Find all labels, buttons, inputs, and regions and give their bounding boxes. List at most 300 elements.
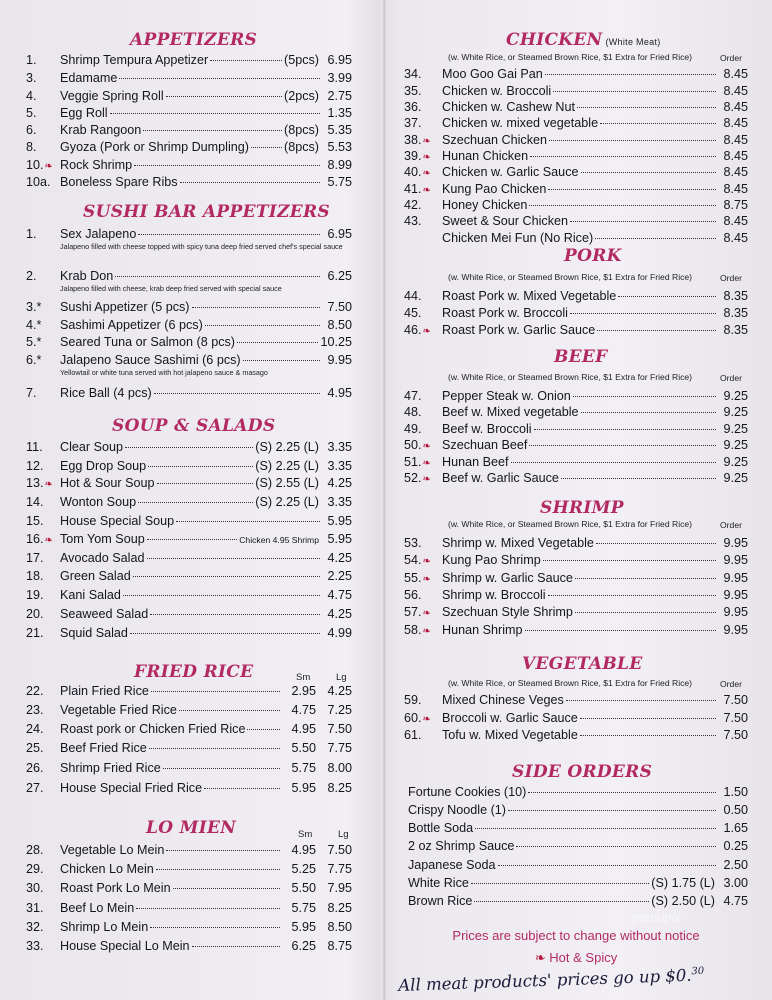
- item-name: Brown Rice: [408, 894, 473, 908]
- menu-item-row: [404, 454, 748, 471]
- item-name: Jalapeno Sauce Sashimi (6 pcs): [60, 353, 241, 367]
- lo-mien-title: [146, 818, 236, 838]
- item-name: Chicken w. Broccoli: [442, 84, 552, 98]
- item-number: [404, 66, 442, 83]
- item-name: Vegetable Fried Rice: [60, 703, 177, 717]
- menu-item-row: [26, 568, 352, 585]
- item-number: [404, 692, 442, 709]
- dot-leader: [123, 595, 320, 596]
- dot-leader: [529, 205, 716, 206]
- item-name: Moo Goo Gai Pan: [442, 67, 543, 81]
- item-number: [26, 938, 60, 955]
- menu-item-row: [26, 385, 352, 402]
- dot-leader: [154, 393, 320, 394]
- item-size-price: (8pcs): [284, 140, 319, 154]
- item-number-text: 23.: [26, 703, 44, 717]
- item-number: [26, 683, 60, 700]
- large-price: 8.00: [327, 761, 352, 775]
- item-price: 7.50: [723, 711, 748, 725]
- item-name: Seaweed Salad: [60, 607, 149, 621]
- item-price: 9.95: [327, 353, 352, 367]
- dot-leader: [534, 429, 716, 430]
- pork-note: (w. White Rice, or Steamed Brown Rice, $1 Extra for Fried Rice): [448, 272, 693, 282]
- item-price: 5.53: [327, 140, 352, 154]
- item-price: 8.45: [723, 84, 748, 98]
- item-number: [26, 317, 60, 334]
- item-number-text: 29.: [26, 862, 44, 876]
- item-name: Hot & Sour Soup: [60, 476, 155, 490]
- item-name: Chicken w. Garlic Sauce: [442, 165, 579, 179]
- item-number: [26, 157, 60, 175]
- item-name: Egg Drop Soup: [60, 459, 147, 473]
- item-name: Szechuan Chicken: [442, 133, 548, 147]
- dot-leader: [543, 560, 716, 561]
- item-number: [26, 494, 60, 511]
- menu-item-row: [26, 105, 352, 122]
- dot-leader: [251, 147, 282, 148]
- item-number: [26, 880, 60, 897]
- item-number: [404, 535, 442, 552]
- item-number: [26, 721, 60, 738]
- item-name: Chicken w. Cashew Nut: [442, 100, 575, 114]
- item-name: Plain Fried Rice: [60, 684, 149, 698]
- item-name: Bottle Soda: [408, 821, 474, 835]
- menu-item-row: [26, 606, 352, 623]
- menu-item-row: [404, 115, 748, 132]
- menu-item-row: [404, 802, 748, 819]
- item-number-text: 8.: [26, 140, 37, 154]
- item-price: 0.50: [723, 803, 748, 817]
- dot-leader: [548, 595, 716, 596]
- dot-leader: [119, 78, 320, 79]
- item-price: 5.95: [327, 532, 352, 546]
- item-price: 7.50: [723, 728, 748, 742]
- dot-leader: [134, 165, 320, 166]
- menu-item-row: [26, 52, 352, 69]
- item-number-text: 13.: [26, 476, 44, 490]
- item-price: 6.95: [327, 53, 352, 67]
- chili-icon: ❧: [44, 535, 53, 546]
- item-name: Broccoli w. Garlic Sauce: [442, 711, 578, 725]
- item-price: 9.25: [723, 389, 748, 403]
- sushi-title-text: SUSHI BAR APPETIZERS: [83, 202, 331, 222]
- item-number: [404, 710, 442, 728]
- menu-item-row: [26, 938, 352, 955]
- menu-item-row: [26, 299, 352, 316]
- item-number: [26, 105, 60, 122]
- item-number: [404, 197, 442, 214]
- item-name: Veggie Spring Roll: [60, 89, 164, 103]
- item-number: [404, 421, 442, 438]
- item-number: [26, 919, 60, 936]
- small-price: 5.50: [291, 881, 316, 895]
- menu-item-row: [26, 439, 352, 456]
- item-name: Egg Roll: [60, 106, 108, 120]
- item-number-text: 6.: [26, 123, 37, 137]
- menu-item-row: [26, 842, 352, 859]
- vegetable-title-text: VEGETABLE: [522, 654, 643, 674]
- menu-item-row: [26, 683, 352, 700]
- chili-icon: ❧: [44, 479, 53, 490]
- chili-icon: ❧: [422, 626, 431, 637]
- item-number-text: 57.: [404, 605, 422, 619]
- menu-item-row: [404, 727, 748, 744]
- item-price: 9.95: [723, 605, 748, 619]
- item-size-price: (S) 1.75 (L): [651, 876, 715, 890]
- beef-title-text: BEEF: [554, 347, 608, 367]
- item-price: 8.35: [723, 323, 748, 337]
- dot-leader: [180, 182, 320, 183]
- vegetable-title: [522, 654, 643, 674]
- menu-item-row: [404, 692, 748, 709]
- menu-item-row: [26, 334, 352, 351]
- menu-item-row: [404, 148, 748, 165]
- item-number: [26, 550, 60, 567]
- large-price: 8.75: [327, 939, 352, 953]
- chili-icon: ❧: [422, 185, 431, 196]
- menu-item-row: [404, 893, 748, 910]
- fried-rice-title: [134, 662, 253, 682]
- item-number-text: 34.: [404, 67, 422, 81]
- item-price: 4.95: [327, 386, 352, 400]
- item-number-text: 4.*: [26, 318, 42, 332]
- item-number-text: 25.: [26, 741, 44, 755]
- item-number-text: 14.: [26, 495, 44, 509]
- menu-item-row: [26, 900, 352, 917]
- item-price: 8.45: [723, 149, 748, 163]
- item-number-text: 60.: [404, 711, 422, 725]
- chili-icon: ❧: [44, 161, 53, 172]
- dot-leader: [545, 74, 716, 75]
- vegetable-note: (w. White Rice, or Steamed Brown Rice, $1 Extra for Fried Rice): [448, 678, 693, 688]
- item-number: [26, 568, 60, 585]
- item-name: House Special Fried Rice: [60, 781, 203, 795]
- dot-leader: [561, 478, 716, 479]
- item-price: 8.45: [723, 116, 748, 130]
- dot-leader: [553, 91, 716, 92]
- dot-leader: [138, 234, 320, 235]
- dot-leader: [157, 483, 254, 484]
- item-number-text: 31.: [26, 901, 44, 915]
- lo-mien-title-text: LO MIEN: [146, 818, 237, 838]
- item-number-text: 54.: [404, 553, 422, 567]
- item-price: 9.95: [723, 553, 748, 567]
- item-number: [404, 622, 442, 640]
- item-number: [26, 900, 60, 917]
- item-size-price: Chicken 4.95 Shrimp: [239, 535, 319, 545]
- dot-leader: [566, 700, 716, 701]
- item-number: [404, 570, 442, 588]
- item-number-text: 26.: [26, 761, 44, 775]
- item-number-text: 47.: [404, 389, 422, 403]
- large-price: 4.25: [327, 684, 352, 698]
- item-number-text: 27.: [26, 781, 44, 795]
- menu-item-row: [26, 721, 352, 738]
- menu-item-row: [26, 475, 352, 492]
- item-price: 9.95: [723, 536, 748, 550]
- menu-item-row: [26, 740, 352, 757]
- item-size-price: (S) 2.50 (L): [651, 894, 715, 908]
- menu-item-row: [404, 213, 748, 230]
- item-name: Squid Salad: [60, 626, 128, 640]
- dot-leader: [595, 238, 716, 239]
- dot-leader: [580, 718, 716, 719]
- menu-item-row: [404, 83, 748, 100]
- dot-leader: [600, 123, 716, 124]
- item-name: Shrimp Tempura Appetizer: [60, 53, 209, 67]
- menu-item-row: [26, 780, 352, 797]
- dot-leader: [570, 313, 716, 314]
- item-price: 8.50: [327, 318, 352, 332]
- dot-leader: [133, 576, 320, 577]
- fried-rice-title-text: FRIED RICE: [134, 662, 254, 682]
- pork-order-label: Order: [720, 273, 742, 283]
- menu-item-row: [404, 838, 748, 855]
- menu-item-row: [404, 587, 748, 604]
- item-name: Kung Pao Chicken: [442, 182, 547, 196]
- dot-leader: [110, 113, 320, 114]
- dot-leader: [247, 729, 280, 730]
- item-name: Rock Shrimp: [60, 158, 133, 172]
- item-size-price: (S) 2.55 (L): [255, 476, 319, 490]
- item-price: 4.75: [327, 588, 352, 602]
- item-number-text: 11.: [26, 440, 43, 454]
- item-number-text: 2.: [26, 269, 37, 283]
- item-number: [404, 552, 442, 570]
- dot-leader: [549, 140, 716, 141]
- item-price: 8.45: [723, 214, 748, 228]
- sushi-title: [83, 202, 330, 222]
- dot-leader: [511, 462, 716, 463]
- item-number: [26, 458, 60, 475]
- item-name: Beef w. Garlic Sauce: [442, 471, 559, 485]
- item-price: 8.45: [723, 100, 748, 114]
- menu-item-row: [404, 875, 748, 892]
- appetizers-title: [130, 30, 257, 50]
- menu-item-row: [26, 587, 352, 604]
- item-price: 2.50: [723, 858, 748, 872]
- item-name: Szechuan Style Shrimp: [442, 605, 573, 619]
- chili-icon: ❧: [422, 574, 431, 585]
- menu-item-row: [26, 550, 352, 567]
- item-description: Yellowtail or white tuna served with hot jalapeno sauce & masago: [60, 368, 268, 377]
- item-number: [26, 226, 60, 243]
- item-number-text: 10a.: [26, 175, 51, 189]
- small-price: 2.95: [291, 684, 316, 698]
- item-name: Hunan Shrimp: [442, 623, 523, 637]
- shrimp-title: [540, 498, 624, 518]
- chili-icon: ❧: [422, 136, 431, 147]
- item-number-text: 22.: [26, 684, 44, 698]
- item-number-text: 36.: [404, 100, 422, 114]
- item-price: 5.75: [327, 175, 352, 189]
- item-price: 9.25: [723, 471, 748, 485]
- item-price: 8.99: [327, 158, 352, 172]
- chili-icon: ❧: [422, 152, 431, 163]
- item-price: 8.35: [723, 306, 748, 320]
- menu-item-row: [26, 513, 352, 530]
- small-price: 6.25: [291, 939, 316, 953]
- menu-item-row: [404, 552, 748, 569]
- item-number-text: 18.: [26, 569, 44, 583]
- menu-item-row: [26, 861, 352, 878]
- chili-icon: ❧: [422, 714, 431, 725]
- item-name: Sex Jalapeno: [60, 227, 137, 241]
- item-name: Vegetable Lo Mein: [60, 843, 165, 857]
- small-price: 5.95: [291, 781, 316, 795]
- dot-leader: [577, 107, 716, 108]
- item-number: [26, 861, 60, 878]
- item-number-text: 50.: [404, 438, 422, 452]
- dot-leader: [192, 946, 280, 947]
- item-number-text: 12.: [26, 459, 44, 473]
- item-number-text: 56.: [404, 588, 422, 602]
- item-size-price: (5pcs): [284, 53, 319, 67]
- item-number-text: 7.: [26, 386, 37, 400]
- item-number-text: 39.: [404, 149, 422, 163]
- item-number-text: 33.: [26, 939, 44, 953]
- item-name: Boneless Spare Ribs: [60, 175, 178, 189]
- item-number: [404, 305, 442, 322]
- item-number: [26, 352, 60, 369]
- item-size-price: (S) 2.25 (L): [255, 459, 319, 473]
- item-name: Wonton Soup: [60, 495, 137, 509]
- dot-leader: [597, 330, 716, 331]
- item-price: 3.00: [723, 876, 748, 890]
- item-description: Jalapeno filled with cheese, krab deep fried served with special sauce: [60, 284, 282, 293]
- side-orders-title-text: SIDE ORDERS: [512, 762, 653, 782]
- item-number: [404, 322, 442, 340]
- dot-leader: [150, 927, 280, 928]
- item-price: 8.45: [723, 231, 748, 245]
- item-number: [404, 604, 442, 622]
- menu-item-row: [404, 710, 748, 727]
- chili-icon: ❧: [422, 441, 431, 452]
- item-number: [26, 439, 60, 456]
- item-number: [26, 334, 60, 351]
- menu-item-row: [404, 622, 748, 639]
- dot-leader: [205, 325, 320, 326]
- dot-leader: [151, 691, 280, 692]
- chili-icon: ❧: [534, 950, 546, 965]
- item-number: [404, 727, 442, 744]
- item-number-text: 4.: [26, 89, 37, 103]
- item-number-text: 41.: [404, 182, 422, 196]
- menu-item-row: [26, 174, 352, 191]
- dot-leader: [150, 614, 320, 615]
- item-number-text: 42.: [404, 198, 422, 212]
- dot-leader: [156, 869, 280, 870]
- pork-title: [564, 246, 622, 266]
- dot-leader: [475, 828, 716, 829]
- dot-leader: [529, 445, 716, 446]
- menu-item-row: [404, 437, 748, 454]
- dot-leader: [136, 908, 280, 909]
- item-name: Krab Rangoon: [60, 123, 142, 137]
- dot-leader: [166, 96, 282, 97]
- dot-leader: [581, 172, 717, 173]
- item-number: [404, 164, 442, 182]
- large-price: 7.95: [327, 881, 352, 895]
- item-description: Jalapeno filled with cheese topped with spicy tuna deep fried served chef's special sauce: [60, 242, 343, 251]
- dot-leader: [147, 539, 238, 540]
- item-number-text: 38.: [404, 133, 422, 147]
- large-price: 8.25: [327, 781, 352, 795]
- menu-item-row: [404, 164, 748, 181]
- legend-label: Hot & Spicy: [549, 950, 618, 965]
- item-price: 3.35: [327, 459, 352, 473]
- item-price: 1.65: [723, 821, 748, 835]
- item-price: 8.45: [723, 165, 748, 179]
- item-number: [26, 606, 60, 623]
- item-name: Beef w. Mixed vegetable: [442, 405, 579, 419]
- menu-item-row: [404, 470, 748, 487]
- appetizers-title-text: APPETIZERS: [130, 30, 258, 50]
- item-name: Shrimp w. Garlic Sauce: [442, 571, 573, 585]
- item-price: 8.45: [723, 182, 748, 196]
- item-price: 0.25: [723, 839, 748, 853]
- dot-leader: [570, 221, 716, 222]
- dot-leader: [166, 850, 280, 851]
- large-price: 7.75: [327, 741, 352, 755]
- chili-icon: ❧: [422, 556, 431, 567]
- item-name: Hunan Beef: [442, 455, 509, 469]
- small-price: 5.50: [291, 741, 316, 755]
- chili-icon: ❧: [422, 458, 431, 469]
- vegetable-order-label: Order: [720, 679, 742, 689]
- dot-leader: [581, 412, 716, 413]
- item-size-price: (S) 2.25 (L): [255, 440, 319, 454]
- item-number-text: 17.: [26, 551, 44, 565]
- item-number: [26, 780, 60, 797]
- menu-item-row: [404, 66, 748, 83]
- item-name: Pepper Steak w. Onion: [442, 389, 571, 403]
- item-price: 9.95: [723, 623, 748, 637]
- chicken-title-text: CHICKEN: [506, 30, 603, 50]
- chicken-title: [506, 30, 661, 50]
- item-price: 9.25: [723, 405, 748, 419]
- item-name: Kung Pao Shrimp: [442, 553, 541, 567]
- menu-item-row: [404, 421, 748, 438]
- spicy-legend: [404, 950, 748, 966]
- large-price: 8.50: [327, 920, 352, 934]
- item-name: Rice Ball (4 pcs): [60, 386, 152, 400]
- item-number: [26, 842, 60, 859]
- dot-leader: [176, 521, 320, 522]
- chili-icon: ❧: [422, 168, 431, 179]
- item-price: 8.35: [723, 289, 748, 303]
- dot-leader: [516, 846, 716, 847]
- dot-leader: [508, 810, 716, 811]
- dot-leader: [243, 360, 320, 361]
- item-price: 1.50: [723, 785, 748, 799]
- item-number: [26, 385, 60, 402]
- item-name: White Rice: [408, 876, 469, 890]
- menu-item-row: [404, 230, 748, 247]
- item-name: Tofu w. Mixed Vegetable: [442, 728, 578, 742]
- item-number-text: 5.*: [26, 335, 42, 349]
- shrimp-title-text: SHRIMP: [540, 498, 624, 518]
- item-name: Kani Salad: [60, 588, 121, 602]
- chicken-title-subtitle: (White Meat): [605, 37, 661, 47]
- item-number-text: 55.: [404, 571, 422, 585]
- dot-leader: [528, 792, 716, 793]
- item-number-text: 35.: [404, 84, 422, 98]
- item-number-text: 44.: [404, 289, 422, 303]
- soup-title: [112, 416, 275, 436]
- side-orders-title: [512, 762, 652, 782]
- menu-item-row: [404, 570, 748, 587]
